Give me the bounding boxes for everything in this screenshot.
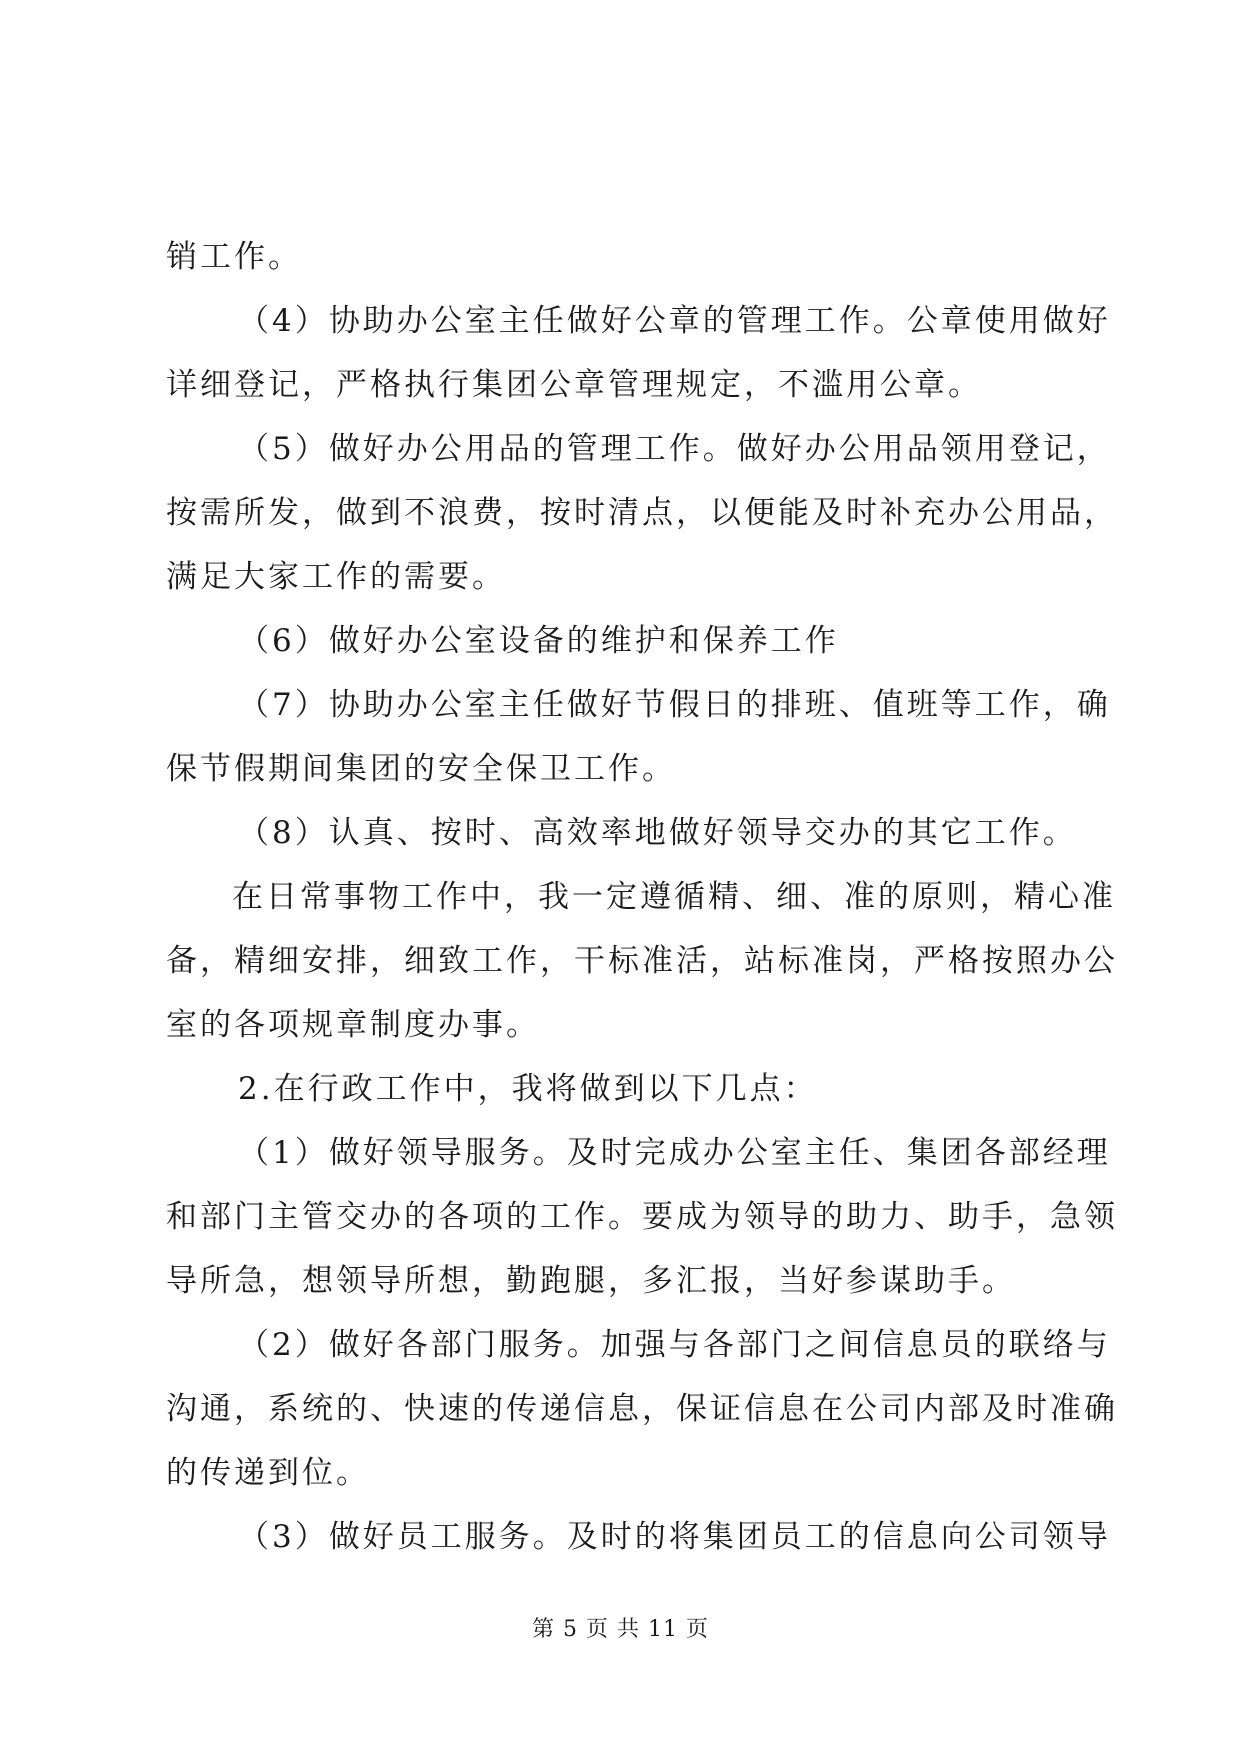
text-line: （4）协助办公室主任做好公章的管理工作。公章使用做好 — [238, 303, 1111, 339]
text-line: 沟通，系统的、快速的传递信息，保证信息在公司内部及时准确 — [166, 1391, 1118, 1427]
text-line: 满足大家工作的需要。 — [166, 559, 506, 595]
text-line: （6）做好办公室设备的维护和保养工作 — [238, 623, 839, 659]
text-line: （7）协助办公室主任做好节假日的排班、值班等工作，确 — [238, 687, 1111, 723]
text-line: 和部门主管交办的各项的工作。要成为领导的助力、助手，急领 — [166, 1199, 1118, 1235]
text-line: 的传递到位。 — [166, 1455, 370, 1491]
text-line: 2.在行政工作中，我将做到以下几点： — [238, 1071, 818, 1107]
text-line: 销工作。 — [166, 239, 302, 275]
text-line: 保节假期间集团的安全保卫工作。 — [166, 751, 676, 787]
text-line: （5）做好办公用品的管理工作。做好办公用品领用登记， — [238, 431, 1111, 467]
text-line: 室的各项规章制度办事。 — [166, 1007, 540, 1043]
text-line: 备，精细安排，细致工作，干标准活，站标准岗，严格按照办公 — [166, 943, 1118, 979]
text-line: （8）认真、按时、高效率地做好领导交办的其它工作。 — [238, 815, 1077, 851]
text-line: 详细登记，严格执行集团公章管理规定，不滥用公章。 — [166, 367, 982, 403]
text-line: 在日常事物工作中，我一定遵循精、细、准的原则，精心准 — [232, 879, 1116, 915]
text-line: （3）做好员工服务。及时的将集团员工的信息向公司领导 — [238, 1519, 1111, 1555]
text-line: （2）做好各部门服务。加强与各部门之间信息员的联络与 — [238, 1327, 1111, 1363]
text-line: （1）做好领导服务。及时完成办公室主任、集团各部经理 — [238, 1135, 1111, 1171]
text-line: 按需所发，做到不浪费，按时清点，以便能及时补充办公用品， — [166, 495, 1118, 531]
page-number-footer: 第 5 页 共 11 页 — [532, 1617, 709, 1642]
body-text — [166, 225, 1118, 1569]
text-line: 导所急，想领导所想，勤跑腿，多汇报，当好参谋助手。 — [166, 1263, 1016, 1299]
